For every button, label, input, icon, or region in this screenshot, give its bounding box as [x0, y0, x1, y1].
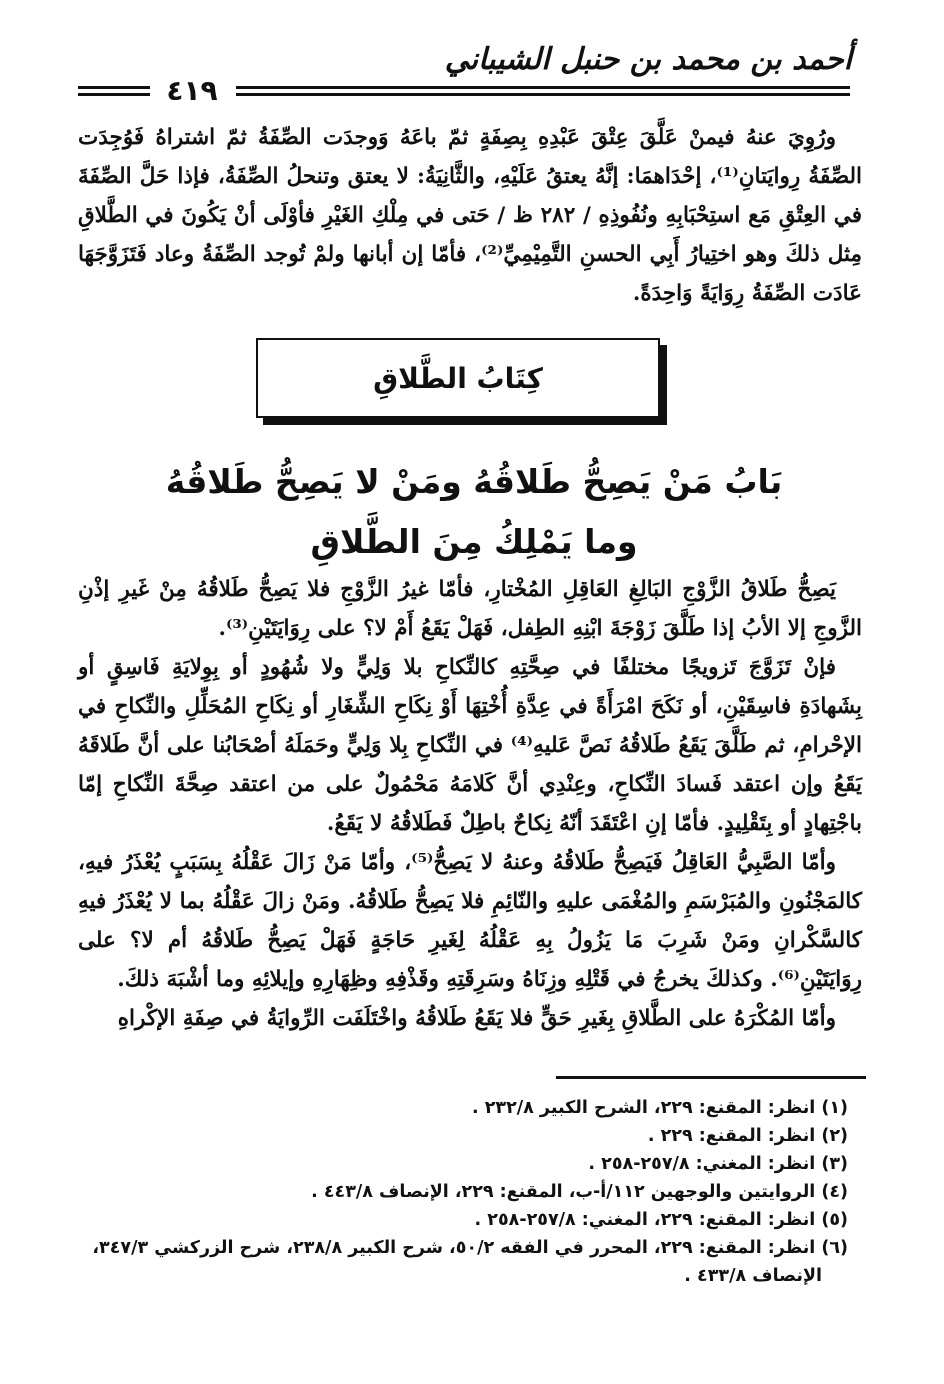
footnote — [78, 1122, 848, 1150]
header-rule — [236, 93, 850, 96]
footnote-text: الروايتين والوجهين ١١٢/أ-ب، المقنع: ٢٢٩، الإنصاف ٤٤٣/٨ . — [311, 1182, 816, 1202]
running-title: أحمد بن محمد بن حنبل الشيباني — [444, 42, 852, 77]
footnote-text: انظر: المقنع: ٢٢٩، المحرر في الفقه ٥٠/٢، شرح الكبير ٢٣٨/٨، شرح الزركشي ٣٤٧/٣، — [92, 1238, 816, 1258]
footnote-number: (٦) — [821, 1238, 848, 1258]
footnote-number: (٥) — [821, 1210, 848, 1230]
body-paragraph: فإنْ تَزَوَّجَ تَزويجًا مختلفًا في صِحَّتِهِ كالنِّكاحِ بلا وَلِيٍّ ولا شُهُودٍ أو بِوِلايَةِ فَاسِقٍ أو بِشَهادَةِ فاسِقَيْنِ، أو نَكَحَ امْرَأَةً في عِدَّةِ أُخْتِهَا أَوْ نِكَاحِ الشِّغَارِ أو نِكَاحِ المُحَلِّلِ والنِّكاحِ في الإحْرامِ، ثم طَلَّقَ يَقَعُ طَلاقُهُ نَصَّ عَليهِ⁽⁴⁾ في النِّكاحِ بِلا وَلِيٍّ وحَمَلَهُ أصْحَابُنا على أنَّ طَلاقَهُ يَقَعُ وإن اعتقد فَسادَ النِّكاحِ، وعِنْدِي أنَّ كَلامَهُ مَحْمُولٌ على من اعتقد صِحَّةَ النِّكاحِ إمّا باجْتِهادٍ أو بِتَقْلِيدٍ. فأمّا إنِ اعْتَقَدَ أنّهُ نِكاحٌ باطِلٌ فَطَلاقُهُ لا يَقَعُ. — [78, 655, 862, 836]
body-paragraph: وأمّا الصَّبِيُّ العَاقِلُ فَيَصِحُّ طَلاقُهُ وعنهُ لا يَصِحُّ⁽⁵⁾، وأمّا مَنْ زَالَ عَقْلُهُ بِسَبَبٍ يُعْذَرُ فيهِ، كالمَجْنُونِ والمُبَرْسَمِ والمُغْمَى عليهِ والنّائِمِ فلا يَصِحُّ طَلاقُهُ. ومَنْ زالَ عَقْلُهُ بما لا يُعْذَرُ فيهِ كالسَّكْرانِ ومَنْ شَرِبَ مَا يَزُولُ بِهِ عَقْلُهُ لِغَيرِ حَاجَةٍ فَهَلْ يَصِحُّ طَلاقُهُ أم لا؟ على رِوَايَتَيْنِ⁽⁶⁾. وكذلكَ يخرجُ في قَتْلِهِ وزِنَاهُ وسَرِقَتِهِ وقَذْفِهِ وظِهَارِهِ وإيلائِهِ وما أشْبَهَ ذلكَ. — [78, 850, 862, 992]
page-number: ٤١٩ — [166, 74, 218, 107]
intro-paragraph: ورُوِيَ عنهُ فيمنْ عَلَّقَ عِتْقَ عَبْدِهِ بِصِفَةٍ ثمّ باعَهُ وَوجدَت الصِّفَةُ ثمّ اشتراهُ فَوُجِدَت الصِّفَةُ رِوايَتانِ⁽¹⁾، إحْدَاهمَا: إنَّهُ يعتقُ عَلَيْهِ، والثَّانِيَةُ: لا يعتق وتنحلُ الصِّفَةُ، فإذا حَلَّ الصِّفَةَ في العِتْقِ مَع استِحْبَابِهِ ونُفُوذِهِ / ٢٨٢ ظ / حَتى في مِلْكِ الغَيْرِ فأوْلَى أنْ يَكُونَ في الطَّلاقِ مِثل ذلكَ وهو اختِيارُ أَبِي الحسنِ التَّمِيْمِيِّ⁽²⁾، فأمّا إن أبانها ولمْ تُوجد الصِّفَةُ وعاد فَتَزَوَّجَهَا عَادَت الصِّفَةُ رِوَايَةً وَاحِدَةً. — [78, 125, 862, 306]
intro-text — [78, 118, 862, 313]
header-rule — [78, 93, 150, 96]
footnote — [78, 1178, 848, 1206]
footnote-text: انظر: المقنع: ٢٢٩، الشرح الكبير ٢٣٢/٨ . — [471, 1098, 816, 1118]
footnote-number: (٤) — [821, 1182, 848, 1202]
book-title-box — [256, 338, 660, 418]
header-rule — [236, 86, 850, 89]
chapter-title-line-2: وما يَمْلِكُ مِنَ الطَّلاقِ — [310, 522, 638, 561]
footnote-text: انظر: المقنع: ٢٢٩، المغني: ٢٥٧/٨-٢٥٨ . — [474, 1210, 816, 1230]
footnote-number: (١) — [821, 1098, 848, 1118]
body-paragraph: يَصِحُّ طَلاقُ الزَّوْجِ البَالِغِ العَاقِلِ المُخْتارِ، فأمّا غيرُ الزَّوْجِ فلا يَصِحُّ طَلاقُهُ مِنْ غَيرِ إذْنِ الزَّوجِ إلا الأبُ إذا طَلَّقَ زَوْجَةَ ابْنِهِ الطِفل، فَهَلْ يَقَعُ أَمْ لا؟ على رِوَايَتَيْنِ⁽³⁾. — [78, 577, 862, 641]
header-rule — [78, 86, 150, 89]
footnote-number: (٢) — [821, 1126, 848, 1146]
footnote-text: انظر: المغني: ٢٥٧/٨-٢٥٨ . — [588, 1154, 816, 1174]
footnote-text: انظر: المقنع: ٢٢٩ . — [647, 1126, 816, 1146]
book-title: كِتَابُ الطَّلاقِ — [373, 361, 543, 395]
body-paragraph: وأمّا المُكْرَهُ على الطَّلاقِ بِغَيرِ حَقٍّ فلا يَقَعُ طَلاقُهُ واخْتَلَفَت الرِّوايَةُ في صِفَةِ الإكْراهِ — [117, 1006, 836, 1031]
footnote-separator — [556, 1076, 866, 1079]
footnote-continuation: الإنصاف ٤٣٣/٨ . — [684, 1266, 822, 1286]
footnote — [78, 1234, 848, 1262]
footnote — [78, 1206, 848, 1234]
footnote — [78, 1150, 848, 1178]
footnote-number: (٣) — [821, 1154, 848, 1174]
chapter-title-line-1: بَابُ مَنْ يَصِحُّ طَلاقُهُ ومَنْ لا يَصِحُّ طَلاقُهُ — [165, 462, 783, 501]
footnote — [78, 1094, 848, 1122]
body-text — [78, 570, 862, 1038]
footnotes-list — [78, 1094, 848, 1290]
